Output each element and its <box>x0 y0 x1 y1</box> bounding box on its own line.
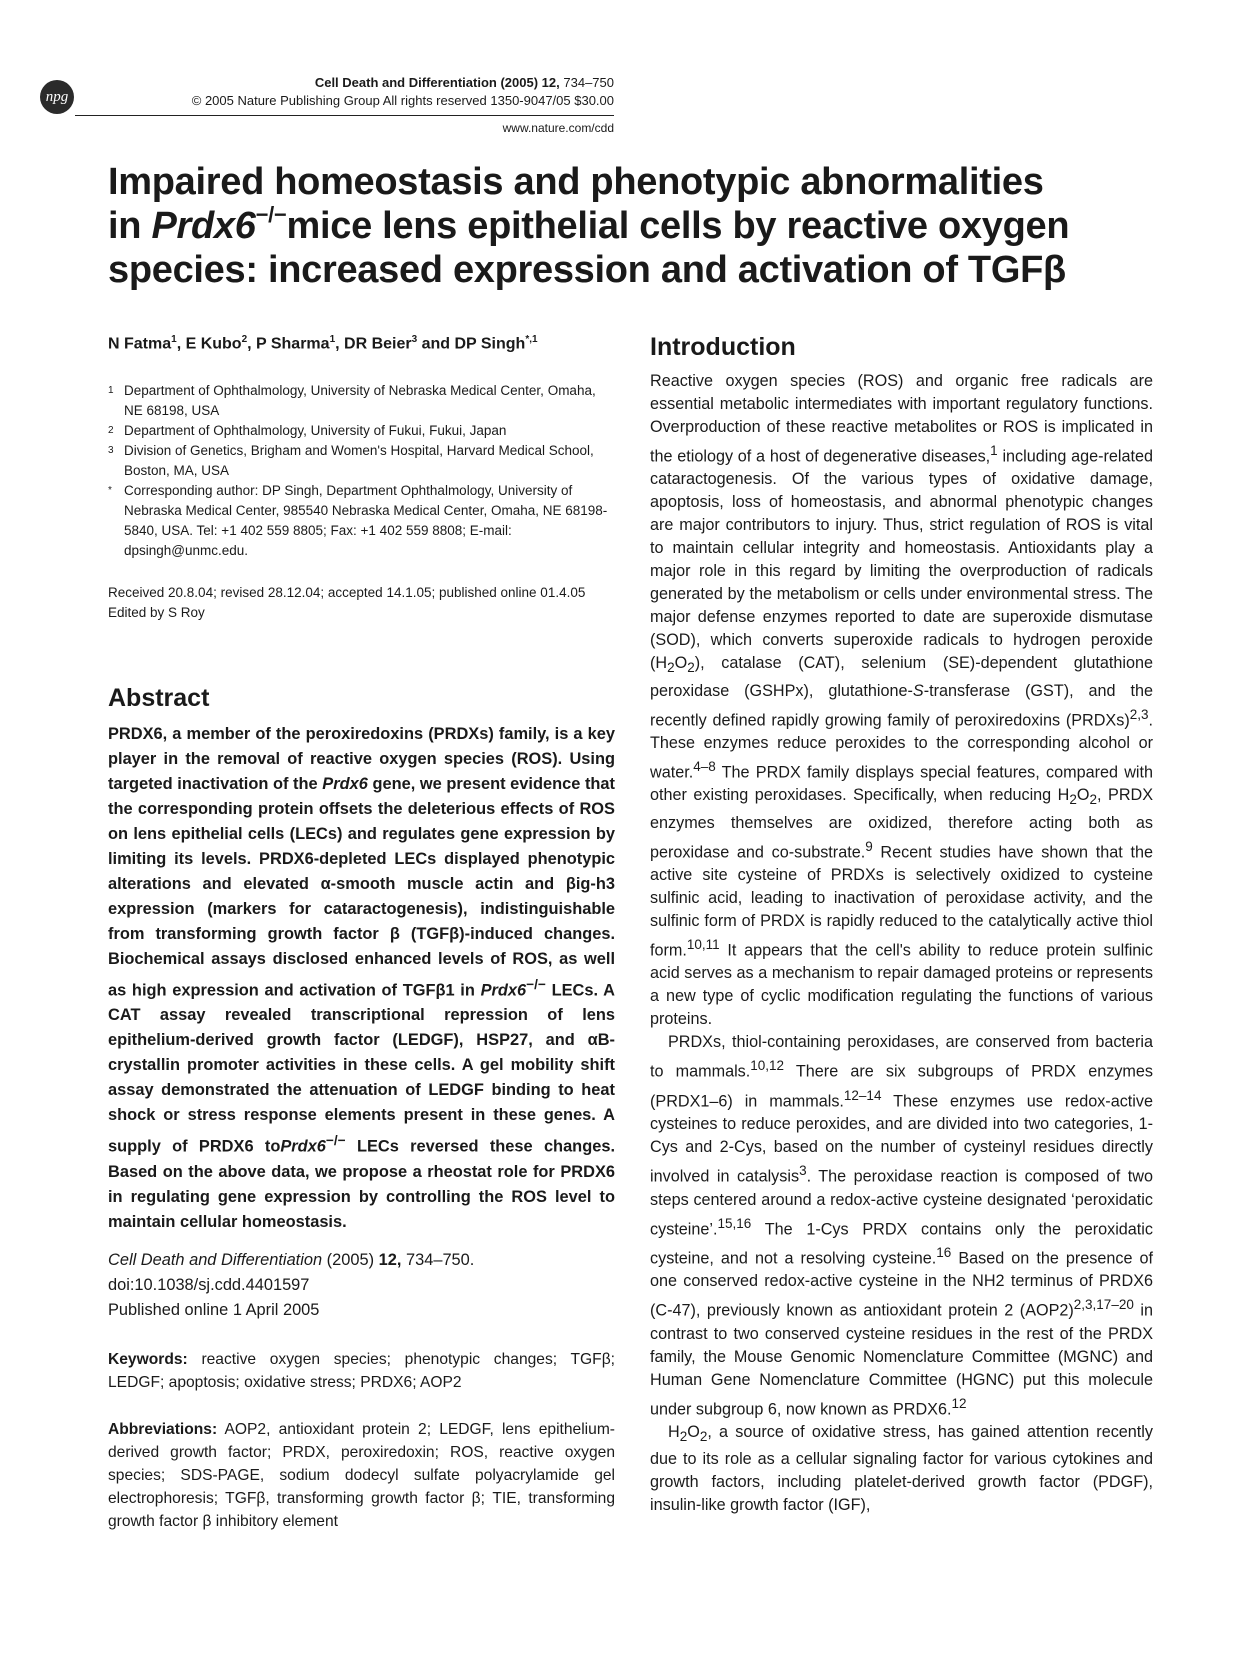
logo-text: npg <box>45 88 69 105</box>
subscript: 2 <box>1089 792 1098 808</box>
intro-text: H <box>668 1423 680 1442</box>
affiliation-mark: 2 <box>108 425 114 436</box>
header-volume: 12, <box>541 75 560 90</box>
author-affiliation-mark: 3 <box>411 334 418 345</box>
gene-sup: −/− <box>325 1133 346 1149</box>
header-pages: 734–750 <box>563 75 614 90</box>
affiliation-mark: * <box>108 485 112 496</box>
affiliation-3 <box>108 441 618 481</box>
author: and DP Singh <box>417 335 526 353</box>
affiliation-mark: 1 <box>108 385 114 396</box>
title-line-2-rest: mice lens epithelial cells by reactive oxygen <box>286 205 1070 247</box>
intro-text: including age-related cataractogenesis. Of the various types of oxidative damage, apoptosis, loss of homeostasis, and abnormal phenotypic changes are major contributors to injury. Thus, strict regulation of ROS is vital to maintain cellular integrity and homeostasis. Antioxidants play a major role in this regard by limiting the overproduction of radicals generated by the metabolism or cells under environmental stress. The major defense enzymes reported to date are superoxide dismutase (SOD), which converts superoxide radicals to hydrogen peroxide (H <box>650 447 1153 673</box>
article-citation <box>108 1248 615 1323</box>
intro-text: These enzymes use redox-active cysteines to reduce peroxides, and are divided into two categories, 1-Cys and 2-Cys, based on the number of cysteinyl residues directly involved in catalysis <box>650 1092 1153 1186</box>
citation-line <box>108 1248 615 1273</box>
corresponding-author <box>108 481 618 561</box>
abbreviations-label: Abbreviations: <box>108 1421 218 1438</box>
intro-text: , a source of oxidative stress, has gained attention recently due to its role as a cellular signaling factor for various cytokines and growth factors, including platelet-derived growth factor (PDGF), insulin-like growth factor (IGF), <box>650 1423 1153 1515</box>
italic-text: S <box>912 681 924 700</box>
reference[interactable]: 12 <box>951 1395 967 1411</box>
copyright-line: © 2005 Nature Publishing Group All rights reserved 1350-9047/05 $30.00 <box>191 93 614 108</box>
subscript: 2 <box>687 660 695 676</box>
intro-text: The 1-Cys PRDX contains only the peroxidatic cysteine, and not a resolving cysteine. <box>650 1219 1153 1268</box>
received-dates <box>108 583 628 623</box>
reference[interactable]: 3 <box>799 1163 807 1179</box>
reference[interactable]: 1 <box>990 443 998 458</box>
journal-url[interactable]: www.nature.com/cdd <box>502 121 614 135</box>
reference[interactable]: 2,3 <box>1129 706 1149 722</box>
affiliation-mark: 3 <box>108 445 114 456</box>
intro-text: . These enzymes reduce peroxides to the corresponding alcohol or water. <box>650 711 1153 782</box>
author: , P Sharma <box>247 335 330 353</box>
title-line-1: Impaired homeostasis and phenotypic abnormalities <box>108 161 1044 203</box>
author-affiliation-mark: 1 <box>171 334 177 345</box>
author-affiliation-mark: 2 <box>241 334 248 345</box>
reference[interactable]: 9 <box>865 838 873 854</box>
abstract-text: LECs. A CAT assay revealed transcriptional repression of lens epithelium-derived growth factor (LEDGF), HSP27, and αB-crystallin promoter activities in these cells. A gel mobility shift assay demonstrated the attenuation of LEDGF binding to heat shock or stress response elements present in these genes. A supply of PRDX6 to <box>108 981 615 1156</box>
publisher-logo <box>40 80 74 114</box>
intro-text: O <box>687 1423 700 1442</box>
introduction-body <box>650 370 1153 1517</box>
intro-text: O <box>1076 786 1090 805</box>
author-list <box>108 334 538 353</box>
reference[interactable]: 10,12 <box>750 1058 785 1074</box>
subscript: 2 <box>667 660 675 676</box>
abbreviations <box>108 1418 615 1533</box>
gene-name: Prdx6 <box>280 1137 326 1156</box>
title-gene-sup: −/− <box>255 202 287 227</box>
abbreviations-text: AOP2, antioxidant protein 2; LEDGF, lens epithelium-derived growth factor; PRDX, peroxiredoxin; ROS, reactive oxygen species; SDS-PAGE, sodium dodecyl sulfate polyacrylamide gel electrophoresis; TGFβ, transforming growth factor β; TIE, transforming growth factor β inhibitory element <box>108 1421 615 1530</box>
citation-pages: 734–750. <box>401 1251 475 1269</box>
affiliation-text: Department of Ophthalmology, University of Fukui, Fukui, Japan <box>124 423 507 438</box>
intro-text: It appears that the cell's ability to reduce protein sulfinic acid serves as a mechanism to repair damaged proteins or represents a new type of cyclic modification regulating the functions of various proteins. <box>650 941 1153 1029</box>
subscript: 2 <box>1069 792 1077 808</box>
edited-by: Edited by S Roy <box>108 605 205 620</box>
intro-text: . The peroxidase reaction is composed of two steps centered around a redox-active cysteine designated ‘peroxidatic cysteine’. <box>650 1167 1153 1238</box>
introduction-heading: Introduction <box>650 333 796 361</box>
gene-sup: −/− <box>526 977 546 992</box>
intro-paragraph-3 <box>650 1421 1153 1517</box>
affiliation-1 <box>108 381 618 421</box>
intro-text: There are six subgroups of PRDX enzymes (PRDX1–6) in mammals. <box>650 1062 1153 1111</box>
author: , E Kubo <box>176 335 242 353</box>
intro-text: PRDXs, thiol-containing peroxidases, are conserved from bacteria to mammals. <box>650 1033 1153 1081</box>
article-title <box>108 160 1108 292</box>
reference[interactable]: 16 <box>936 1244 952 1260</box>
intro-text: Reactive oxygen species (ROS) and organic free radicals are essential metabolic intermediates with important regulatory functions. Overproduction of these reactive metabolites or ROS is implicated in the etiology of a host of degenerative diseases, <box>650 372 1153 466</box>
title-line-2 <box>108 204 1108 248</box>
reference[interactable]: 15,16 <box>717 1215 752 1231</box>
subscript: 2 <box>679 1429 688 1445</box>
affiliation-text: Corresponding author: DP Singh, Department Ophthalmology, University of Nebraska Medical Center, 985540 Nebraska Medical Center, Omaha, NE 68198-5840, USA. Tel: +1 402 559 8805; Fax: +1 402 559 8808; E-mail: dpsingh@unmc.edu. <box>124 483 608 558</box>
keywords <box>108 1348 615 1394</box>
intro-text: Based on the presence of one conserved redox-active cysteine in the NH2 terminus of PRDX6 (C-47), previously known as antioxidant protein 2 (AOP2) <box>650 1249 1153 1320</box>
citation-year: (2005) <box>322 1251 379 1269</box>
citation-volume: 12, <box>378 1251 402 1269</box>
abstract-text: LECs reversed these changes. Based on the above data, we propose a rheostat role for PRDX6 in regulating gene expression by controlling the ROS level to maintain cellular homeostasis. <box>108 1137 615 1231</box>
header-rule <box>75 115 614 116</box>
citation-doi[interactable]: doi:10.1038/sj.cdd.4401597 <box>108 1276 310 1294</box>
received-line: Received 20.8.04; revised 28.12.04; accepted 14.1.05; published online 01.4.05 <box>108 585 586 600</box>
title-in: in <box>108 205 152 247</box>
citation-journal: Cell Death and Differentiation <box>108 1251 323 1269</box>
intro-text: The PRDX family displays special features, compared with other existing peroxidases. Specifically, when reducing H <box>650 763 1153 805</box>
reference[interactable]: 4–8 <box>693 759 716 775</box>
intro-text: , PRDX enzymes themselves are oxidized, therefore acting both as peroxidase and co-substrate. <box>650 786 1153 862</box>
gene-name: Prdx6 <box>480 981 527 1000</box>
journal-citation-header <box>315 75 614 90</box>
intro-text: -transferase (GST), and the recently defined rapidly growing family of peroxiredoxins (PRDXs) <box>650 681 1153 730</box>
header-journal: Cell Death and Differentiation (2005) <box>314 75 539 90</box>
author-affiliation-mark: *,1 <box>525 334 538 345</box>
intro-paragraph-1 <box>650 370 1153 1031</box>
gene-name: Prdx6 <box>322 775 368 793</box>
abstract-body <box>108 722 615 1235</box>
intro-text: in contrast to two conserved cysteine residues in the rest of the PRDX family, the Mouse Genomic Nomenclature Committee (MGNC) and Human Gene Nomenclature Committee (HGNC) put this molecule under subgroup 6, now known as PRDX6. <box>650 1301 1153 1419</box>
author: N Fatma <box>108 335 172 353</box>
abstract-text: PRDX6, a member of the peroxiredoxins (PRDXs) family, is a key player in the removal of reactive oxygen species (ROS). Using targeted inactivation of the <box>108 725 615 793</box>
title-gene: Prdx6 <box>151 205 256 247</box>
title-line-3: species: increased expression and activation of TGFβ <box>108 249 1066 291</box>
affiliation-text: Division of Genetics, Brigham and Women's Hospital, Harvard Medical School, Boston, MA, USA <box>124 443 594 478</box>
affiliation-2 <box>108 421 618 441</box>
intro-text: ), catalase (CAT), selenium (SE)-dependent glutathione peroxidase (GSHPx), glutathione- <box>650 654 1153 700</box>
citation-published: Published online 1 April 2005 <box>108 1301 320 1319</box>
abstract-heading: Abstract <box>108 684 210 712</box>
intro-paragraph-2 <box>650 1031 1153 1421</box>
reference[interactable]: 2,3,17–20 <box>1073 1297 1134 1313</box>
intro-text: O <box>674 654 688 673</box>
keywords-text: reactive oxygen species; phenotypic changes; TGFβ; LEDGF; apoptosis; oxidative stress; PRDX6; AOP2 <box>108 1351 615 1391</box>
author: , DR Beier <box>335 335 412 353</box>
author-affiliation-mark: 1 <box>329 334 336 345</box>
reference[interactable]: 12–14 <box>843 1087 882 1103</box>
reference[interactable]: 10,11 <box>686 937 720 953</box>
keywords-label: Keywords: <box>108 1351 188 1368</box>
intro-text: Recent studies have shown that the active site cysteine of PRDXs is selectively oxidized to cysteine sulfinic acid, leading to inactivation of peroxidase activity, and the sulfinic form of PRDX is rapidly reduced to the catalytically active thiol form. <box>650 843 1153 960</box>
affiliation-text: Department of Ophthalmology, University of Nebraska Medical Center, Omaha, NE 68198, USA <box>124 383 596 418</box>
subscript: 2 <box>699 1429 708 1445</box>
abstract-text: gene, we present evidence that the corresponding protein offsets the deleterious effects of ROS on lens epithelial cells (LECs) and regulates gene expression by limiting its levels. PRDX6-depleted LECs displayed phenotypic alterations and elevated α-smooth muscle actin and βig-h3 expression (markers for cataractogenesis), indistinguishable from transforming growth factor β (TGFβ)-induced changes. Biochemical assays disclosed enhanced levels of ROS, as well as high expression and activation of TGFβ1 in <box>108 775 615 1000</box>
